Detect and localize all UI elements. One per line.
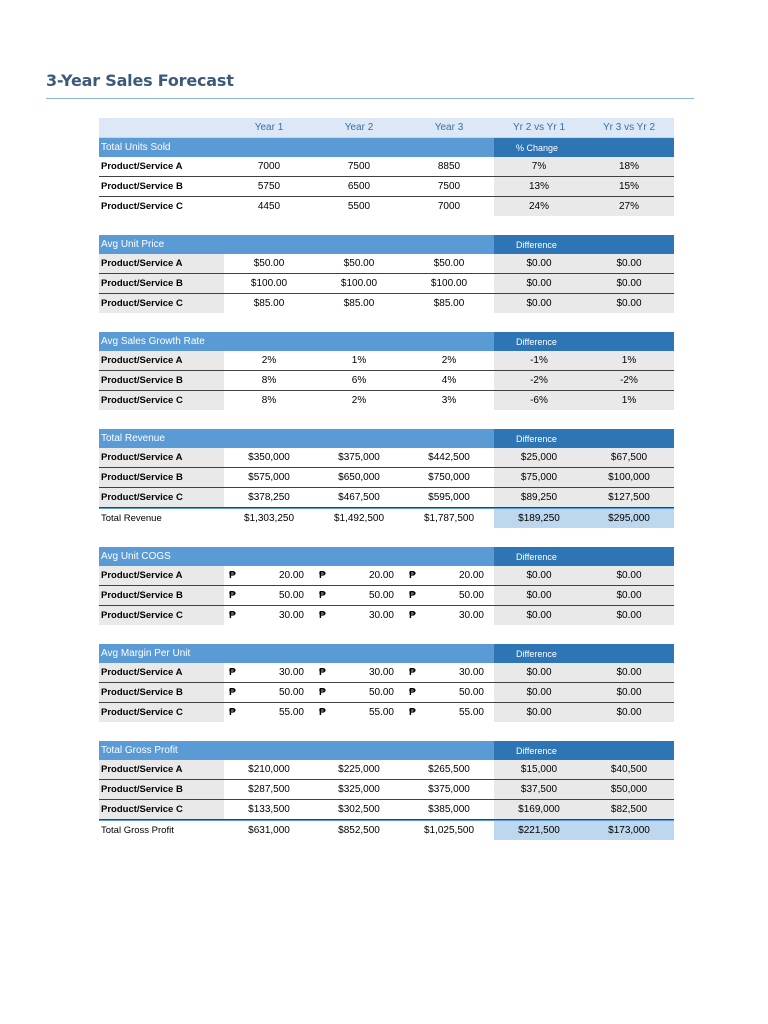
currency-symbol: ₱: [409, 687, 416, 698]
cell-value: 20.00: [368, 570, 394, 581]
diff-cell: $127,500: [584, 488, 674, 507]
cell-value: 50.00: [458, 590, 484, 601]
table-row: [99, 391, 674, 410]
section-title: Total Revenue: [99, 429, 494, 448]
section-diff-label: Difference: [494, 741, 674, 760]
currency-symbol: ₱: [229, 687, 236, 698]
value-cell: [314, 566, 404, 585]
diff-cell: 1%: [584, 351, 674, 370]
value-cell: 4%: [441, 375, 457, 386]
value-cell: [404, 663, 494, 682]
diff-cell: $0.00: [494, 254, 584, 273]
cell-value: 30.00: [278, 667, 304, 678]
row-label: Total Revenue: [101, 513, 162, 524]
table-row: [99, 448, 674, 468]
row-label: Product/Service A: [99, 351, 224, 370]
value-cell: [224, 586, 314, 605]
row-label: Product/Service C: [99, 488, 224, 507]
column-header-year-3: Year 3: [434, 122, 464, 133]
cell-value: 55.00: [368, 707, 394, 718]
section-diff-label: Difference: [494, 547, 674, 566]
row-label: Product/Service A: [99, 663, 224, 682]
row-label: Product/Service B: [99, 274, 224, 293]
value-cell: $100.00: [340, 278, 378, 289]
value-cell: 8%: [261, 395, 277, 406]
diff-cell: 18%: [584, 157, 674, 176]
diff-cell: $0.00: [584, 606, 674, 625]
section-title: Avg Unit COGS: [99, 547, 494, 566]
section-diff-label: Difference: [494, 235, 674, 254]
table-row: [99, 254, 674, 274]
value-cell: $265,500: [428, 764, 470, 775]
diff-cell: $295,000: [584, 509, 674, 528]
diff-cell: $0.00: [494, 663, 584, 682]
row-label: Product/Service C: [99, 391, 224, 410]
currency-symbol: ₱: [229, 570, 236, 581]
diff-cell: 24%: [494, 197, 584, 216]
table-row: [99, 586, 674, 606]
value-cell: $50.00: [343, 258, 375, 269]
currency-symbol: ₱: [409, 570, 416, 581]
diff-cell: $0.00: [584, 294, 674, 313]
section-title: Avg Margin Per Unit: [99, 644, 494, 663]
diff-cell: $0.00: [494, 683, 584, 702]
value-cell: [314, 586, 404, 605]
value-cell: [404, 683, 494, 702]
diff-cell: $169,000: [494, 800, 584, 819]
value-cell: $1,025,500: [423, 825, 475, 836]
cell-value: 50.00: [368, 687, 394, 698]
value-cell: $595,000: [428, 492, 470, 503]
diff-cell: $0.00: [584, 254, 674, 273]
value-cell: [314, 606, 404, 625]
diff-cell: $100,000: [584, 468, 674, 487]
value-cell: 5750: [257, 181, 281, 192]
value-cell: $133,500: [248, 804, 290, 815]
value-cell: $85.00: [343, 298, 375, 309]
section-diff-label: Difference: [494, 429, 674, 448]
section-0: [99, 138, 674, 216]
sections-container: [99, 138, 674, 840]
diff-cell: $221,500: [494, 821, 584, 840]
value-cell: [224, 683, 314, 702]
currency-symbol: ₱: [409, 707, 416, 718]
column-header-row: [99, 118, 674, 138]
table-row: [99, 274, 674, 294]
diff-cell: $0.00: [494, 274, 584, 293]
value-cell: $325,000: [338, 784, 380, 795]
value-cell: 8850: [437, 161, 461, 172]
value-cell: $302,500: [338, 804, 380, 815]
value-cell: [224, 606, 314, 625]
diff-cell: $0.00: [584, 586, 674, 605]
diff-cell: $82,500: [584, 800, 674, 819]
section-4: [99, 547, 674, 625]
row-label: Product/Service A: [99, 254, 224, 273]
currency-symbol: ₱: [229, 667, 236, 678]
value-cell: [404, 566, 494, 585]
value-cell: $375,000: [338, 452, 380, 463]
section-diff-label: Difference: [494, 644, 674, 663]
value-cell: $750,000: [428, 472, 470, 483]
cell-value: 20.00: [278, 570, 304, 581]
diff-cell: $0.00: [584, 274, 674, 293]
value-cell: $1,787,500: [423, 513, 475, 524]
value-cell: $442,500: [428, 452, 470, 463]
cell-value: 50.00: [458, 687, 484, 698]
title-divider: [46, 98, 694, 99]
value-cell: $852,500: [338, 825, 380, 836]
row-label: Product/Service A: [99, 760, 224, 779]
table-row: [99, 488, 674, 508]
value-cell: $85.00: [433, 298, 465, 309]
section-header: [99, 429, 674, 448]
diff-cell: 15%: [584, 177, 674, 196]
section-title: Avg Unit Price: [99, 235, 494, 254]
value-cell: [224, 663, 314, 682]
diff-cell: $37,500: [494, 780, 584, 799]
diff-cell: $0.00: [584, 683, 674, 702]
total-row: [99, 508, 674, 528]
currency-symbol: ₱: [319, 570, 326, 581]
value-cell: 7500: [347, 161, 371, 172]
currency-symbol: ₱: [229, 707, 236, 718]
table-row: [99, 683, 674, 703]
section-title: Total Gross Profit: [99, 741, 494, 760]
total-row: [99, 820, 674, 840]
value-cell: [404, 586, 494, 605]
value-cell: 6500: [347, 181, 371, 192]
diff-cell: $75,000: [494, 468, 584, 487]
value-cell: $631,000: [248, 825, 290, 836]
diff-cell: $0.00: [494, 566, 584, 585]
value-cell: [404, 703, 494, 722]
value-cell: $650,000: [338, 472, 380, 483]
table-row: [99, 566, 674, 586]
cell-value: 55.00: [278, 707, 304, 718]
value-cell: 8%: [261, 375, 277, 386]
value-cell: $1,492,500: [333, 513, 385, 524]
table-row: [99, 197, 674, 216]
diff-cell: $25,000: [494, 448, 584, 467]
currency-symbol: ₱: [229, 610, 236, 621]
value-cell: [224, 703, 314, 722]
table-row: [99, 780, 674, 800]
column-header-blank: [99, 118, 224, 137]
value-cell: $350,000: [248, 452, 290, 463]
currency-symbol: ₱: [319, 610, 326, 621]
table-row: [99, 703, 674, 722]
cell-value: 30.00: [368, 667, 394, 678]
section-title: Avg Sales Growth Rate: [99, 332, 494, 351]
value-cell: 2%: [261, 355, 277, 366]
cell-value: 30.00: [278, 610, 304, 621]
row-label: Product/Service B: [99, 371, 224, 390]
value-cell: 7000: [257, 161, 281, 172]
diff-cell: $0.00: [494, 586, 584, 605]
table-row: [99, 371, 674, 391]
cell-value: 50.00: [368, 590, 394, 601]
value-cell: [314, 663, 404, 682]
value-cell: 6%: [351, 375, 367, 386]
cell-value: 55.00: [458, 707, 484, 718]
cell-value: 30.00: [368, 610, 394, 621]
value-cell: [404, 606, 494, 625]
cell-value: 20.00: [458, 570, 484, 581]
diff-cell: $89,250: [494, 488, 584, 507]
diff-cell: $189,250: [494, 509, 584, 528]
value-cell: 1%: [351, 355, 367, 366]
diff-cell: $0.00: [584, 663, 674, 682]
section-title: Total Units Sold: [99, 138, 494, 157]
table-row: [99, 760, 674, 780]
diff-cell: $40,500: [584, 760, 674, 779]
currency-symbol: ₱: [319, 687, 326, 698]
value-cell: [224, 566, 314, 585]
diff-cell: -2%: [584, 371, 674, 390]
diff-cell: -6%: [494, 391, 584, 410]
table-row: [99, 177, 674, 197]
section-diff-label: % Change: [494, 138, 674, 157]
diff-cell: 1%: [584, 391, 674, 410]
row-label: Product/Service C: [101, 201, 183, 212]
value-cell: 2%: [351, 395, 367, 406]
value-cell: $50.00: [433, 258, 465, 269]
value-cell: $378,250: [248, 492, 290, 503]
currency-symbol: ₱: [319, 667, 326, 678]
row-label: Product/Service B: [99, 683, 224, 702]
value-cell: $210,000: [248, 764, 290, 775]
value-cell: 7500: [437, 181, 461, 192]
row-label: Product/Service C: [99, 800, 224, 819]
cell-value: 30.00: [458, 667, 484, 678]
diff-cell: $0.00: [494, 606, 584, 625]
value-cell: [314, 683, 404, 702]
value-cell: $100.00: [430, 278, 468, 289]
cell-value: 30.00: [458, 610, 484, 621]
section-header: [99, 235, 674, 254]
value-cell: 3%: [441, 395, 457, 406]
currency-symbol: ₱: [319, 707, 326, 718]
value-cell: 4450: [257, 201, 281, 212]
value-cell: $575,000: [248, 472, 290, 483]
row-label: Product/Service A: [99, 448, 224, 467]
diff-cell: 27%: [584, 197, 674, 216]
currency-symbol: ₱: [409, 590, 416, 601]
diff-cell: -1%: [494, 351, 584, 370]
currency-symbol: ₱: [409, 610, 416, 621]
table-row: [99, 606, 674, 625]
column-header-year-1: Year 1: [254, 122, 284, 133]
section-diff-label: Difference: [494, 332, 674, 351]
diff-cell: $173,000: [584, 821, 674, 840]
row-label: Product/Service B: [99, 468, 224, 487]
diff-cell: $0.00: [584, 703, 674, 722]
value-cell: 2%: [441, 355, 457, 366]
value-cell: 7000: [437, 201, 461, 212]
value-cell: $375,000: [428, 784, 470, 795]
value-cell: $50.00: [253, 258, 285, 269]
diff-cell: 7%: [494, 157, 584, 176]
currency-symbol: ₱: [319, 590, 326, 601]
diff-cell: $15,000: [494, 760, 584, 779]
table-row: [99, 800, 674, 820]
section-header: [99, 644, 674, 663]
row-label: Product/Service A: [101, 161, 183, 172]
row-label: Product/Service B: [101, 181, 183, 192]
section-header: [99, 138, 674, 157]
table-row: [99, 157, 674, 177]
section-5: [99, 644, 674, 722]
section-2: [99, 332, 674, 410]
column-header-year-2: Year 2: [344, 122, 374, 133]
table-row: [99, 294, 674, 313]
page-title: 3-Year Sales Forecast: [46, 71, 234, 90]
diff-cell: $50,000: [584, 780, 674, 799]
diff-cell: $67,500: [584, 448, 674, 467]
section-header: [99, 547, 674, 566]
value-cell: $385,000: [428, 804, 470, 815]
value-cell: [314, 703, 404, 722]
value-cell: $225,000: [338, 764, 380, 775]
row-label: Product/Service C: [99, 606, 224, 625]
section-header: [99, 741, 674, 760]
row-label: Total Gross Profit: [101, 825, 174, 836]
column-header-yr3-vs-yr2: Yr 3 vs Yr 2: [602, 122, 656, 133]
table-row: [99, 351, 674, 371]
value-cell: $467,500: [338, 492, 380, 503]
section-header: [99, 332, 674, 351]
diff-cell: $0.00: [584, 566, 674, 585]
currency-symbol: ₱: [229, 590, 236, 601]
row-label: Product/Service A: [99, 566, 224, 585]
table-row: [99, 468, 674, 488]
section-6: [99, 741, 674, 840]
row-label: Product/Service C: [99, 703, 224, 722]
value-cell: 5500: [347, 201, 371, 212]
diff-cell: $0.00: [494, 703, 584, 722]
cell-value: 50.00: [278, 590, 304, 601]
table-row: [99, 663, 674, 683]
diff-cell: 13%: [494, 177, 584, 196]
row-label: Product/Service B: [99, 780, 224, 799]
value-cell: $85.00: [253, 298, 285, 309]
cell-value: 50.00: [278, 687, 304, 698]
currency-symbol: ₱: [409, 667, 416, 678]
section-1: [99, 235, 674, 313]
value-cell: $100.00: [250, 278, 288, 289]
section-3: [99, 429, 674, 528]
diff-cell: $0.00: [494, 294, 584, 313]
row-label: Product/Service B: [99, 586, 224, 605]
value-cell: $1,303,250: [243, 513, 295, 524]
row-label: Product/Service C: [99, 294, 224, 313]
value-cell: $287,500: [248, 784, 290, 795]
diff-cell: -2%: [494, 371, 584, 390]
forecast-sheet: [99, 118, 674, 859]
column-header-yr2-vs-yr1: Yr 2 vs Yr 1: [512, 122, 566, 133]
